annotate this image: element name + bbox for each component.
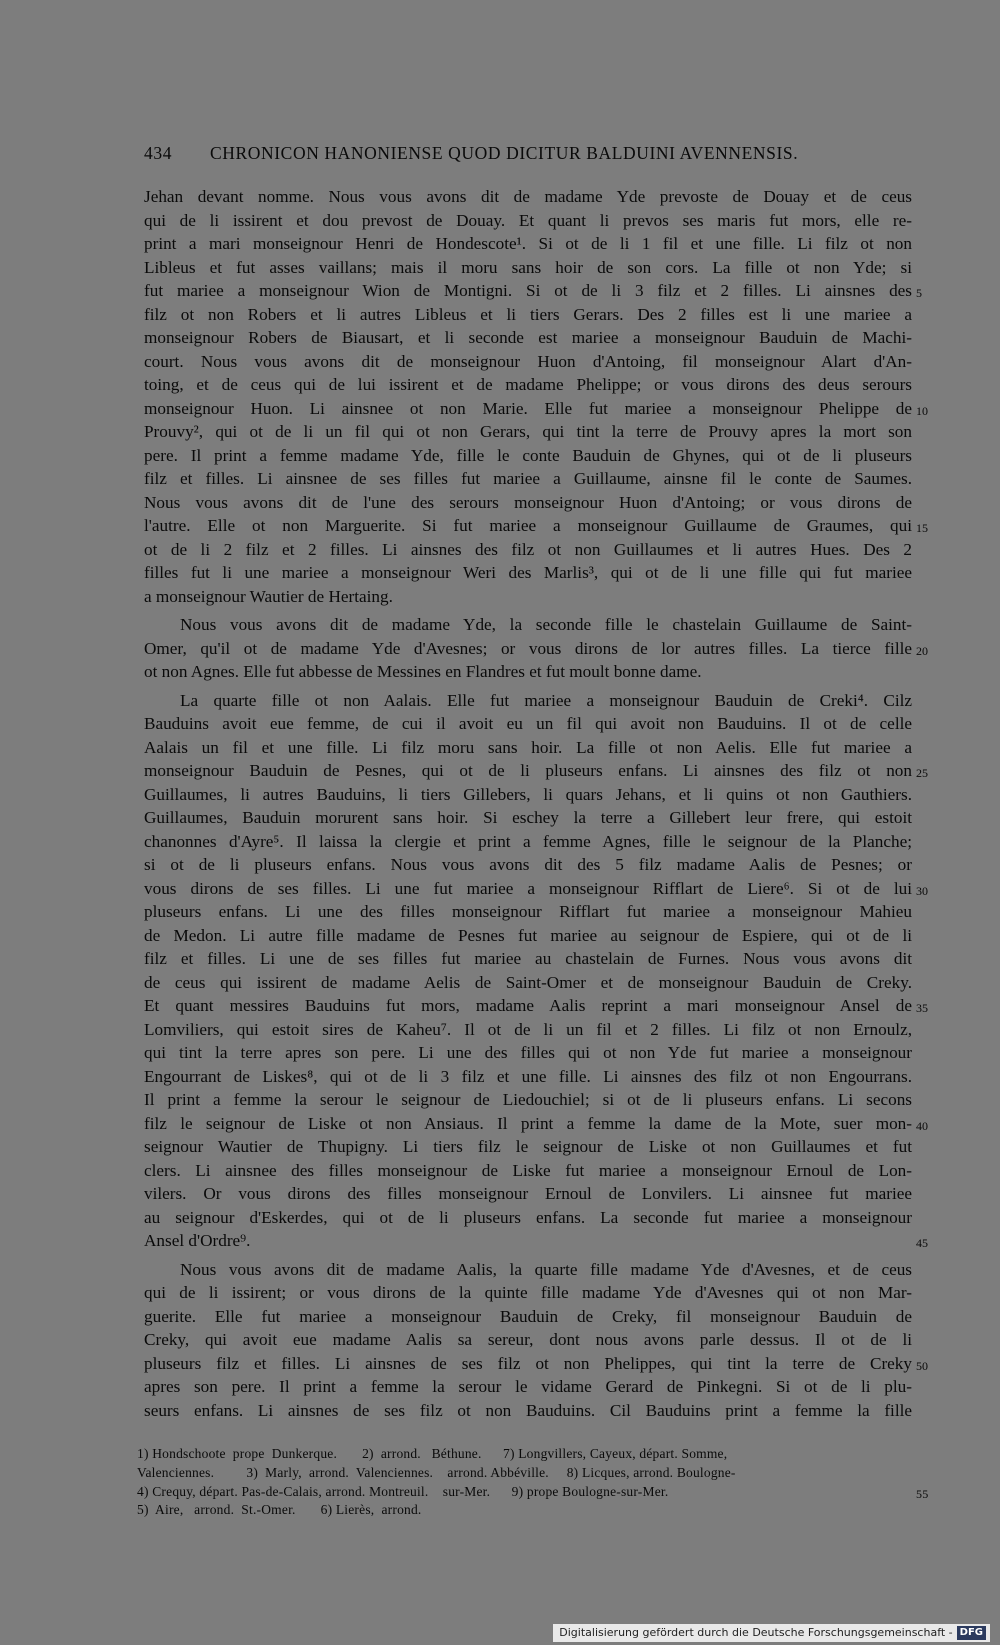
line-text: Bauduins avoit eue femme, de cui il avoit eu un fil qui avoit non Bauduins. Il ot de celle [144, 714, 912, 733]
line-text: qui de li issirent; or vous dirons de la quinte fille madame Yde d'Avesnes qui ot non Mar- [144, 1283, 912, 1302]
text-line [144, 1065, 912, 1089]
line-text: pluseurs filz et filles. Li ainsnes de ses filz ot non Phelippes, qui tint la terre de Creky [144, 1353, 912, 1373]
line-number: 50 [916, 1358, 928, 1373]
line-text: vous dirons de ses filles. Li une fut mariee a monseignour Rifflart de Liere⁶. Si ot de lui [144, 878, 912, 898]
line-text: Nous vous avons dit de madame Aalis, la quarte fille madame Yde d'Avesnes, et de ceus [180, 1259, 912, 1279]
text-line [144, 660, 912, 684]
line-text: si ot de li pluseurs enfans. Nous vous avons dit des 5 filz madame Aalis de Pesnes; or [144, 855, 912, 874]
text-line [144, 1281, 912, 1305]
line-text: pere. Il print a femme madame Yde, fille le conte Bauduin de Ghynes, qui ot de li pluseurs [144, 445, 912, 465]
running-header [144, 143, 844, 164]
line-text: Ansel d'Ordre⁹. [144, 1231, 251, 1250]
line-text: Prouvy², qui ot de li un fil qui ot non Gerars, qui tint la terre de Prouvy apres la mort son [144, 422, 912, 441]
text-line [144, 759, 928, 783]
page-title: CHRONICON HANONIENSE QUOD DICITUR BALDUINI AVENNENSIS. [210, 143, 799, 163]
text-line [144, 326, 912, 350]
footnotes [137, 1445, 929, 1520]
text-line [144, 1159, 912, 1183]
footnote-text: 4) Crequy, départ. Pas-de-Calais, arrond. Montreuil. sur-Mer. 9) prope Boulogne-sur-Mer. [137, 1483, 669, 1499]
text-line [144, 585, 912, 609]
text-line [144, 1375, 912, 1399]
text-line [144, 561, 912, 585]
text-line [144, 1399, 912, 1423]
page-number: 434 [144, 143, 173, 163]
line-text: Guillaumes, li autres Bauduins, li tiers Gillebers, li quars Jehans, et li quins ot non Gauthiers. [144, 784, 912, 804]
text-line [144, 736, 912, 760]
dfg-logo: DFG [957, 1626, 986, 1640]
text-line [144, 830, 912, 854]
footnote-text: 1) Hondschoote prope Dunkerque. 2) arrond. Béthune. 7) Longvillers, Cayeux, départ. Somme, [137, 1446, 728, 1461]
line-text: qui tint la terre apres son pere. Li une des filles qui ot non Yde fut mariee a monseignour [144, 1043, 912, 1062]
footnote-line [137, 1501, 912, 1520]
line-text: au seignour d'Eskerdes, qui ot de li pluseurs enfans. La seconde fut mariee a monseignour [144, 1207, 912, 1227]
line-text: print a mari monseignour Henri de Hondescote¹. Si ot de li 1 fil et une fille. Li filz ot non [144, 234, 912, 253]
body-text [144, 185, 928, 1422]
line-text: filz ot non Robers et li autres Libleus et li tiers Gerars. Des 2 filles est li une mariee a [144, 304, 912, 324]
text-line [144, 1182, 912, 1206]
line-text: La quarte fille ot non Aalais. Elle fut mariee a monseignour Bauduin de Creki⁴. Cilz [180, 690, 912, 710]
line-text: ot de li 2 filz et 2 filles. Li ainsnes des filz ot non Guillaumes et li autres Hues. Des 2 [144, 539, 912, 559]
text-line [144, 279, 922, 303]
text-line [144, 209, 912, 233]
text-line [144, 994, 928, 1018]
line-number: 45 [916, 1236, 928, 1250]
text-line [144, 971, 912, 995]
footnote-line [137, 1483, 929, 1502]
footnote-line [137, 1464, 912, 1483]
text-line [144, 303, 912, 327]
text-line [144, 444, 912, 468]
text-line [144, 491, 912, 515]
line-text: filz et filles. Li une de ses filles fut mariee au chastelain de Furnes. Nous vous avons dit [144, 949, 912, 968]
line-text: qui de li issirent et dou prevost de Douay. Et quant li prevos ses maris fut mors, elle re- [144, 210, 912, 230]
line-number: 15 [916, 521, 928, 535]
text-line [144, 514, 928, 538]
line-text: seignour Wautier de Thupigny. Li tiers filz le seignour de Liske ot non Guillaumes et fut [144, 1137, 912, 1156]
line-text: a monseignour Wautier de Hertaing. [144, 586, 393, 606]
text-line [144, 467, 912, 491]
line-text: court. Nous vous avons dit de monseignour Huon d'Antoing, fil monseignour Alart d'An- [144, 351, 912, 371]
line-text: monseignour Bauduin de Pesnes, qui ot de li pluseurs enfans. Li ainsnes des filz ot non [144, 761, 912, 780]
line-number: 35 [916, 1001, 928, 1015]
line-number: 10 [916, 403, 928, 418]
text-line [144, 1258, 912, 1282]
text-line [144, 853, 912, 877]
text-line [144, 256, 912, 280]
line-text: filz et filles. Li ainsnee de ses filles fut mariee a Guillaume, ainsne fil le conte de Saumes. [144, 469, 912, 488]
text-line [144, 397, 928, 421]
text-line [144, 1088, 912, 1112]
line-text: filz le seignour de Liske ot non Ansiaus. Il print a femme la dame de la Mote, suer mon- [144, 1113, 912, 1133]
line-text: Nous vous avons dit de l'une des serours monseignour Huon d'Antoing; or vous dirons de [144, 492, 912, 512]
line-text: Et quant messires Bauduins fut mors, madame Aalis reprint a mari monseignour Ansel de [144, 996, 912, 1015]
text-line [144, 1018, 912, 1042]
text-line [144, 806, 912, 830]
text-line [144, 1352, 928, 1376]
line-text: Creky, qui avoit eue madame Aalis sa sereur, dont nous avons parle dessus. Il ot de li [144, 1330, 912, 1349]
text-line [144, 1041, 912, 1065]
line-text: Lomviliers, qui estoit sires de Kaheu⁷. Il ot de li un fil et 2 filles. Li filz ot non Ernoulz, [144, 1019, 912, 1039]
line-text: pluseurs enfans. Li une des filles monseignour Rifflart fut mariee a monseignour Mahieu [144, 902, 912, 921]
line-text: fut mariee a monseignour Wion de Montigni. Si ot de li 3 filz et 2 filles. Li ainsnes des [144, 281, 912, 300]
line-text: Engourrant de Liskes⁸, qui ot de li 3 filz et une fille. Li ainsnes des filz ot non Engourrans. [144, 1066, 912, 1086]
line-text: Libleus et fut asses vaillans; mais il moru sans hoir de son cors. La fille ot non Yde; si [144, 257, 912, 277]
line-text: de ceus qui issirent de madame Aelis de Saint-Omer et de monseignour Bauduin de Creky. [144, 972, 912, 992]
line-text: filles fut li une mariee a monseignour Weri des Marlis³, qui ot de li une fille qui fut mariee [144, 563, 912, 582]
text-line [144, 232, 912, 256]
line-text: l'autre. Elle ot non Marguerite. Si fut mariee a monseignour Guillaume de Graumes, qui [144, 516, 912, 535]
text-line [144, 613, 912, 637]
line-text: monseignour Robers de Biausart, et li seconde est mariee a monseignour Bauduin de Machi- [144, 328, 912, 347]
footnote-line [137, 1445, 912, 1464]
line-number: 55 [916, 1486, 929, 1501]
line-number: 5 [916, 286, 922, 300]
text-line [144, 689, 912, 713]
line-text: Jehan devant nomme. Nous vous avons dit de madame Yde prevoste de Douay et de ceus [144, 187, 912, 206]
line-number: 40 [916, 1118, 928, 1133]
line-number: 20 [916, 643, 928, 658]
text-line [144, 947, 912, 971]
line-text: chanonnes d'Ayre⁵. Il laissa la clergie et print a femme Agnes, fille le seignour de la Planche; [144, 831, 912, 851]
line-text: vilers. Or vous dirons des filles monseignour Ernoul de Lonvilers. Li ainsnee fut mariee [144, 1184, 912, 1203]
text-line [144, 924, 912, 948]
footnote-text: Valenciennes. 3) Marly, arrond. Valenciennes. arrond. Abbéville. 8) Licques, arrond. Boulogne- [137, 1464, 736, 1480]
text-line [144, 900, 912, 924]
line-text: guerite. Elle fut mariee a monseignour Bauduin de Creky, fil monseignour Bauduin de [144, 1306, 912, 1326]
line-text: monseignour Huon. Li ainsnee ot non Marie. Elle fut mariee a monseignour Phelippe de [144, 398, 912, 418]
text-line [144, 538, 912, 562]
text-line [144, 1229, 928, 1253]
text-line [144, 1305, 912, 1329]
text-line [144, 877, 928, 901]
text-line [144, 1328, 912, 1352]
line-text: toing, et de ceus qui de lui issirent et de madame Phelippe; or vous dirons des deus serours [144, 375, 912, 394]
line-text: Aalais un fil et une fille. Li filz moru sans hoir. La fille ot non Aelis. Elle fut mariee a [144, 737, 912, 757]
text-line [144, 1112, 928, 1136]
text-line [144, 712, 912, 736]
line-text: Il print a femme la serour le seignour de Liedouchiel; si ot de li pluseurs enfans. Li secons [144, 1090, 912, 1109]
line-text: seurs enfans. Li ainsnes de ses filz ot non Bauduins. Cil Bauduins print a femme la fille [144, 1400, 912, 1420]
footnote-text: 5) Aire, arrond. St.-Omer. 6) Lierès, arrond. [137, 1502, 422, 1518]
line-text: apres son pere. Il print a femme la serour le vidame Gerard de Pinkegni. Si ot de li plu- [144, 1377, 912, 1396]
text-line [144, 373, 912, 397]
line-number: 30 [916, 883, 928, 898]
line-text: de Medon. Li autre fille madame de Pesnes fut mariee au seignour de Espiere, qui ot de li [144, 925, 912, 945]
line-number: 25 [916, 766, 928, 780]
text-line [144, 420, 912, 444]
line-text: Nous vous avons dit de madame Yde, la seconde fille le chastelain Guillaume de Saint- [180, 615, 912, 634]
digitization-credit [553, 1624, 990, 1642]
text-line [144, 1206, 912, 1230]
line-text: Omer, qu'il ot de madame Yde d'Avesnes; or vous dirons de lor autres filles. La tierce fille [144, 638, 912, 658]
text-line [144, 783, 912, 807]
line-text: clers. Li ainsnee des filles monseignour de Liske fut mariee a monseignour Ernoul de Lon- [144, 1160, 912, 1180]
text-line [144, 637, 928, 661]
line-text: Guillaumes, Bauduin morurent sans hoir. Si eschey la terre a Gillebert leur frere, qui estoit [144, 808, 912, 827]
credit-text: Digitalisierung gefördert durch die Deutsche Forschungsgemeinschaft - [559, 1626, 953, 1639]
line-text: ot non Agnes. Elle fut abbesse de Messines en Flandres et fut moult bonne dame. [144, 662, 702, 681]
text-line [144, 350, 912, 374]
text-line [144, 1135, 912, 1159]
text-line [144, 185, 912, 209]
